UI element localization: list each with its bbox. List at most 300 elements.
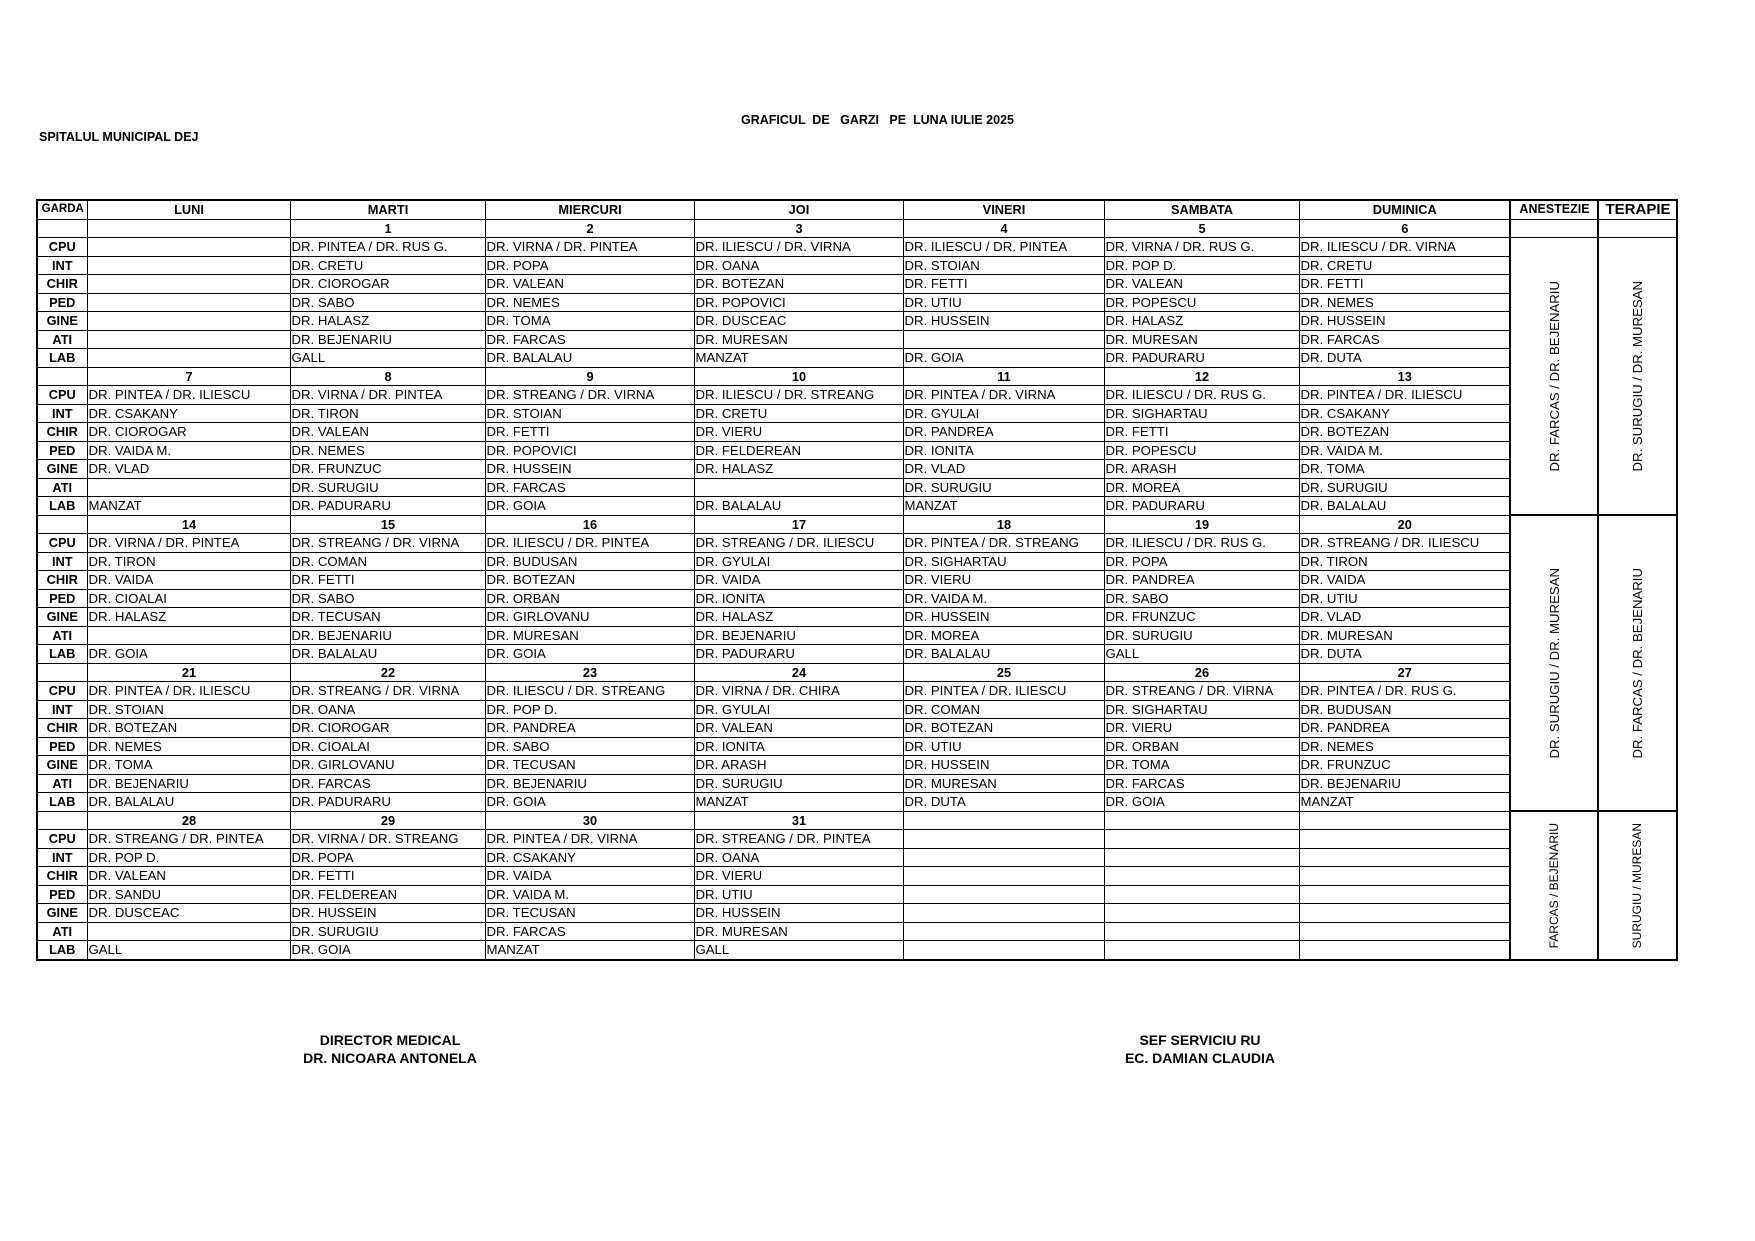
duty-cell: DR. POP D. — [1104, 256, 1299, 275]
duty-cell: DR. CRETU — [694, 404, 903, 423]
duty-cell: DR. GOIA — [485, 645, 694, 664]
duty-cell: DR. PANDREA — [1104, 571, 1299, 590]
duty-cell: DR. STREANG / DR. VIRNA — [290, 534, 485, 553]
duty-cell: MANZAT — [694, 793, 903, 812]
day-number: 20 — [1299, 515, 1510, 534]
duty-cell: DR. PANDREA — [485, 719, 694, 738]
duty-cell — [1104, 941, 1299, 960]
duty-row — [37, 386, 1677, 405]
duty-cell: DR. CSAKANY — [1299, 404, 1510, 423]
terapie-rotation-text: DR. SURUGIU / DR. MURESAN — [1630, 280, 1645, 472]
duty-cell: DR. FETTI — [290, 571, 485, 590]
duty-cell: DR. STREANG / DR. ILIESCU — [1299, 534, 1510, 553]
duty-cell — [903, 830, 1104, 849]
duty-row — [37, 238, 1677, 257]
day-number: 3 — [694, 219, 903, 238]
anestezie-rotation-cell — [1510, 515, 1598, 811]
day-number: 31 — [694, 811, 903, 830]
duty-cell: DR. STREANG / DR. VIRNA — [1104, 682, 1299, 701]
duty-row-label: ATI — [37, 626, 87, 645]
duty-cell: DR. BOTEZAN — [485, 571, 694, 590]
duty-cell: DR. HUSSEIN — [485, 460, 694, 479]
duty-row — [37, 275, 1677, 294]
duty-cell: DR. ILIESCU / DR. RUS G. — [1104, 534, 1299, 553]
duty-row — [37, 497, 1677, 516]
duty-cell — [694, 478, 903, 497]
duty-cell: DR. TIRON — [87, 552, 290, 571]
duty-row — [37, 700, 1677, 719]
sef-name: EC. DAMIAN CLAUDIA — [1124, 1050, 1276, 1066]
day-number: 15 — [290, 515, 485, 534]
duty-cell: DR. GYULAI — [694, 552, 903, 571]
duty-cell: DR. VIRNA / DR. STREANG — [290, 830, 485, 849]
duty-cell: DR. STREANG / DR. ILIESCU — [694, 534, 903, 553]
duty-cell: DR. NEMES — [1299, 293, 1510, 312]
duty-cell: DR. MOREA — [1104, 478, 1299, 497]
duty-cell: DR. PINTEA / DR. ILIESCU — [903, 682, 1104, 701]
duty-cell: DR. UTIU — [1299, 589, 1510, 608]
duty-cell: DR. UTIU — [903, 293, 1104, 312]
duty-cell: DR. OANA — [694, 256, 903, 275]
duty-cell: DR. GOIA — [1104, 793, 1299, 812]
duty-cell: DR. VAIDA — [694, 571, 903, 590]
duty-cell: DR. GYULAI — [694, 700, 903, 719]
duty-row-label: LAB — [37, 941, 87, 960]
duty-cell: DR. CSAKANY — [485, 848, 694, 867]
duty-cell: DR. FETTI — [1299, 275, 1510, 294]
duty-cell — [1104, 867, 1299, 886]
duty-row — [37, 330, 1677, 349]
duty-cell: DR. FETTI — [903, 275, 1104, 294]
duty-cell: DR. VIRNA / DR. PINTEA — [87, 534, 290, 553]
duty-cell: DR. PINTEA / DR. RUS G. — [290, 238, 485, 257]
duty-row-label: CPU — [37, 238, 87, 257]
day-number — [87, 219, 290, 238]
duty-cell — [87, 626, 290, 645]
duty-cell: DR. COMAN — [290, 552, 485, 571]
anestezie-rotation-cell — [1510, 238, 1598, 516]
anestezie-rotation-text: DR. FARCAS / DR. BEJENARIU — [1546, 280, 1562, 472]
duty-row — [37, 608, 1677, 627]
anestezie-rotation-text: FARCAS / BEJENARIU — [1546, 822, 1561, 948]
duty-cell: DR. VAIDA — [1299, 571, 1510, 590]
duty-cell: DR. SABO — [290, 589, 485, 608]
duty-cell: DR. SURUGIU — [903, 478, 1104, 497]
duty-cell: DR. VIERU — [903, 571, 1104, 590]
day-number: 7 — [87, 367, 290, 386]
duty-cell: DR. STREANG / DR. PINTEA — [694, 830, 903, 849]
duty-cell: DR. FRUNZUC — [1299, 756, 1510, 775]
duty-cell: DR. FARCAS — [485, 330, 694, 349]
duty-row-label: GINE — [37, 608, 87, 627]
duty-cell: DR. PADURARU — [694, 645, 903, 664]
duty-cell: DR. MURESAN — [903, 774, 1104, 793]
duty-cell: DR. PADURARU — [1104, 349, 1299, 368]
duty-cell: DR. STREANG / DR. VIRNA — [485, 386, 694, 405]
duty-row-label: CHIR — [37, 719, 87, 738]
duty-cell — [87, 922, 290, 941]
duty-row — [37, 441, 1677, 460]
duty-cell: DR. SURUGIU — [694, 774, 903, 793]
day-number: 22 — [290, 663, 485, 682]
day-number: 5 — [1104, 219, 1299, 238]
duty-row-label: CHIR — [37, 275, 87, 294]
page-title — [0, 113, 1755, 127]
duty-cell: DR. FETTI — [290, 867, 485, 886]
corner-label: GARDA — [37, 200, 87, 219]
duty-cell: DR. VIRNA / DR. PINTEA — [485, 238, 694, 257]
duty-cell: DR. TIRON — [1299, 552, 1510, 571]
duty-row — [37, 589, 1677, 608]
duty-cell: DR. IONITA — [694, 589, 903, 608]
duty-row — [37, 774, 1677, 793]
duty-cell: MANZAT — [485, 941, 694, 960]
header-sambata: SAMBATA — [1104, 200, 1299, 219]
duty-cell: DR. GOIA — [485, 497, 694, 516]
day-number: 19 — [1104, 515, 1299, 534]
duty-cell: DR. VAIDA M. — [1299, 441, 1510, 460]
duty-cell — [87, 275, 290, 294]
duty-row-label: LAB — [37, 645, 87, 664]
duty-cell: DR. HUSSEIN — [903, 312, 1104, 331]
duty-cell — [1299, 830, 1510, 849]
duty-row-label: CPU — [37, 682, 87, 701]
duty-row — [37, 404, 1677, 423]
duty-cell: DR. PADURARU — [290, 497, 485, 516]
duty-cell: DR. BALALAU — [290, 645, 485, 664]
duty-row-label: INT — [37, 552, 87, 571]
duty-cell: DR. HALASZ — [694, 460, 903, 479]
duty-cell: DR. VIRNA / DR. CHIRA — [694, 682, 903, 701]
duty-cell: DR. GOIA — [903, 349, 1104, 368]
day-row-label — [37, 811, 87, 830]
duty-cell — [1299, 941, 1510, 960]
duty-cell: DR. ILIESCU / DR. PINTEA — [903, 238, 1104, 257]
duty-row-label: GINE — [37, 312, 87, 331]
duty-cell: DR. SANDU — [87, 885, 290, 904]
duty-row — [37, 737, 1677, 756]
header-joi: JOI — [694, 200, 903, 219]
duty-cell: DR. OANA — [290, 700, 485, 719]
director-name: DR. NICOARA ANTONELA — [303, 1050, 477, 1066]
terapie-rotation-cell — [1598, 811, 1677, 960]
duty-cell: DR. DUSCEAC — [694, 312, 903, 331]
terapie-rotation-cell — [1598, 238, 1677, 516]
duty-cell: DR. STOIAN — [903, 256, 1104, 275]
duty-cell: DR. POP D. — [485, 700, 694, 719]
duty-cell: DR. MURESAN — [485, 626, 694, 645]
duty-cell: DR. MURESAN — [1299, 626, 1510, 645]
duty-row-label: GINE — [37, 904, 87, 923]
duty-cell: DR. VIERU — [694, 423, 903, 442]
duty-cell: DR. HALASZ — [694, 608, 903, 627]
duty-cell: DR. TOMA — [87, 756, 290, 775]
duty-cell: DR. HUSSEIN — [290, 904, 485, 923]
duty-cell: DR. POP D. — [87, 848, 290, 867]
schedule-table — [36, 199, 1678, 961]
duty-cell: DR. NEMES — [87, 737, 290, 756]
duty-cell: DR. DUTA — [903, 793, 1104, 812]
duty-row-label: LAB — [37, 793, 87, 812]
day-number: 18 — [903, 515, 1104, 534]
duty-cell: MANZAT — [694, 349, 903, 368]
duty-row-label: ATI — [37, 478, 87, 497]
duty-cell: DR. BALALAU — [903, 645, 1104, 664]
page-title-text: GRAFICUL DE GARZI PE LUNA IULIE 2025 — [741, 113, 1014, 127]
day-number — [903, 811, 1104, 830]
duty-cell: DR. BEJENARIU — [485, 774, 694, 793]
duty-cell: DR. SIGHARTAU — [903, 552, 1104, 571]
duty-cell: DR. BOTEZAN — [87, 719, 290, 738]
duty-row-label: GINE — [37, 460, 87, 479]
duty-cell: DR. GYULAI — [903, 404, 1104, 423]
duty-cell: DR. PANDREA — [1299, 719, 1510, 738]
duty-cell: DR. MURESAN — [694, 330, 903, 349]
duty-cell: DR. HUSSEIN — [694, 904, 903, 923]
day-number: 12 — [1104, 367, 1299, 386]
duty-cell — [1104, 904, 1299, 923]
header-miercuri: MIERCURI — [485, 200, 694, 219]
duty-row — [37, 571, 1677, 590]
duty-cell: DR. UTIU — [903, 737, 1104, 756]
header-luni: LUNI — [87, 200, 290, 219]
duty-row — [37, 645, 1677, 664]
day-number: 26 — [1104, 663, 1299, 682]
duty-cell: DR. DUTA — [1299, 349, 1510, 368]
duty-cell — [1299, 867, 1510, 886]
duty-cell: DR. COMAN — [903, 700, 1104, 719]
duty-cell: DR. MOREA — [903, 626, 1104, 645]
duty-cell: GALL — [87, 941, 290, 960]
duty-cell: DR. ILIESCU / DR. RUS G. — [1104, 386, 1299, 405]
director-role: DIRECTOR MEDICAL — [319, 1032, 461, 1048]
duty-row-label: LAB — [37, 497, 87, 516]
duty-cell: DR. VLAD — [87, 460, 290, 479]
duty-cell: DR. FRUNZUC — [290, 460, 485, 479]
day-row-label — [37, 663, 87, 682]
duty-cell: DR. BOTEZAN — [694, 275, 903, 294]
duty-cell: DR. TECUSAN — [485, 904, 694, 923]
duty-cell — [87, 238, 290, 257]
duty-cell: DR. FARCAS — [1104, 774, 1299, 793]
duty-cell: DR. FARCAS — [290, 774, 485, 793]
day-number: 9 — [485, 367, 694, 386]
duty-row — [37, 848, 1677, 867]
duty-cell — [1104, 922, 1299, 941]
day-row-label — [37, 367, 87, 386]
duty-cell: DR. VLAD — [1299, 608, 1510, 627]
duty-row-label: CPU — [37, 386, 87, 405]
duty-cell: DR. BEJENARIU — [290, 626, 485, 645]
duty-cell — [903, 330, 1104, 349]
duty-row — [37, 756, 1677, 775]
duty-cell: DR. FELDEREAN — [290, 885, 485, 904]
duty-cell — [87, 478, 290, 497]
duty-cell: DR. POPA — [290, 848, 485, 867]
terapie-rotation-cell — [1598, 515, 1677, 811]
duty-cell: DR. STOIAN — [87, 700, 290, 719]
duty-cell: DR. TIRON — [290, 404, 485, 423]
duty-cell — [1104, 848, 1299, 867]
duty-cell — [1299, 848, 1510, 867]
duty-cell: DR. PINTEA / DR. STREANG — [903, 534, 1104, 553]
duty-cell: DR. BEJENARIU — [1299, 774, 1510, 793]
duty-row-label: GINE — [37, 756, 87, 775]
duty-cell: DR. NEMES — [485, 293, 694, 312]
duty-cell: DR. ORBAN — [485, 589, 694, 608]
day-number-row — [37, 367, 1677, 386]
duty-cell: DR. POPOVICI — [485, 441, 694, 460]
duty-cell — [1104, 885, 1299, 904]
duty-cell: DR. MURESAN — [1104, 330, 1299, 349]
duty-row-label: ATI — [37, 330, 87, 349]
duty-cell: GALL — [1104, 645, 1299, 664]
day-number: 27 — [1299, 663, 1510, 682]
duty-cell: DR. CSAKANY — [87, 404, 290, 423]
duty-row-label: ATI — [37, 774, 87, 793]
duty-cell: DR. NEMES — [1299, 737, 1510, 756]
duty-cell — [1299, 885, 1510, 904]
header-row — [37, 200, 1677, 219]
duty-cell: DR. VIERU — [694, 867, 903, 886]
day-number: 23 — [485, 663, 694, 682]
duty-cell: DR. BUDUSAN — [485, 552, 694, 571]
duty-row-label: CHIR — [37, 423, 87, 442]
day-number: 30 — [485, 811, 694, 830]
terapie-rotation-text: SURUGIU / MURESAN — [1630, 822, 1644, 948]
day-number: 24 — [694, 663, 903, 682]
anestezie-blank-cell — [1510, 219, 1598, 238]
duty-cell: DR. SABO — [485, 737, 694, 756]
duty-cell: DR. TECUSAN — [290, 608, 485, 627]
day-number — [1104, 811, 1299, 830]
duty-cell: DR. DUTA — [1299, 645, 1510, 664]
day-row-label — [37, 515, 87, 534]
duty-cell: DR. BOTEZAN — [903, 719, 1104, 738]
terapie-rotation-text: DR. FARCAS / DR. BEJENARIU — [1630, 567, 1645, 759]
duty-cell: DR. STOIAN — [485, 404, 694, 423]
duty-row — [37, 922, 1677, 941]
duty-cell: DR. FARCAS — [485, 922, 694, 941]
day-number-row — [37, 811, 1677, 830]
duty-cell: DR. ILIESCU / DR. STREANG — [694, 386, 903, 405]
duty-cell: DR. GOIA — [485, 793, 694, 812]
duty-cell — [903, 867, 1104, 886]
duty-cell — [87, 330, 290, 349]
duty-cell: DR. FARCAS — [485, 478, 694, 497]
duty-cell: DR. CRETU — [290, 256, 485, 275]
duty-cell: DR. CRETU — [1299, 256, 1510, 275]
duty-row — [37, 312, 1677, 331]
duty-cell: DR. VIRNA / DR. PINTEA — [290, 386, 485, 405]
duty-cell: DR. BEJENARIU — [694, 626, 903, 645]
duty-cell — [87, 256, 290, 275]
day-number: 16 — [485, 515, 694, 534]
duty-row — [37, 293, 1677, 312]
day-number: 13 — [1299, 367, 1510, 386]
duty-cell: DR. POPA — [1104, 552, 1299, 571]
duty-cell: DR. GOIA — [87, 645, 290, 664]
day-number — [1299, 811, 1510, 830]
duty-row-label: PED — [37, 441, 87, 460]
hospital-name: SPITALUL MUNICIPAL DEJ — [39, 130, 199, 144]
duty-cell — [903, 848, 1104, 867]
duty-cell: DR. ILIESCU / DR. VIRNA — [694, 238, 903, 257]
duty-cell: DR. BEJENARIU — [87, 774, 290, 793]
duty-cell: DR. VIRNA / DR. RUS G. — [1104, 238, 1299, 257]
duty-cell: DR. CIOROGAR — [87, 423, 290, 442]
duty-cell: DR. CIOALAI — [290, 737, 485, 756]
duty-cell: DR. VAIDA M. — [903, 589, 1104, 608]
duty-cell: DR. UTIU — [694, 885, 903, 904]
duty-row-label: LAB — [37, 349, 87, 368]
duty-cell: DR. SIGHARTAU — [1104, 404, 1299, 423]
duty-cell — [1299, 922, 1510, 941]
header-duminica: DUMINICA — [1299, 200, 1510, 219]
duty-cell: DR. BUDUSAN — [1299, 700, 1510, 719]
duty-row-label: INT — [37, 256, 87, 275]
duty-cell: DR. TECUSAN — [485, 756, 694, 775]
duty-cell: DR. TOMA — [1104, 756, 1299, 775]
duty-row — [37, 793, 1677, 812]
duty-cell: MANZAT — [1299, 793, 1510, 812]
duty-row-label: CHIR — [37, 571, 87, 590]
duty-cell: DR. PINTEA / DR. ILIESCU — [1299, 386, 1510, 405]
duty-cell: DR. VAIDA — [485, 867, 694, 886]
duty-cell: DR. PINTEA / DR. ILIESCU — [87, 386, 290, 405]
duty-cell: DR. HALASZ — [87, 608, 290, 627]
day-number: 29 — [290, 811, 485, 830]
duty-cell: DR. VAIDA M. — [485, 885, 694, 904]
day-number-row — [37, 663, 1677, 682]
duty-cell: DR. ILIESCU / DR. PINTEA — [485, 534, 694, 553]
day-number: 2 — [485, 219, 694, 238]
duty-cell: DR. HUSSEIN — [1299, 312, 1510, 331]
duty-row — [37, 349, 1677, 368]
duty-cell: DR. TOMA — [1299, 460, 1510, 479]
duty-cell: DR. TOMA — [485, 312, 694, 331]
duty-cell: DR. HUSSEIN — [903, 756, 1104, 775]
duty-cell: DR. DUSCEAC — [87, 904, 290, 923]
duty-cell: MANZAT — [87, 497, 290, 516]
duty-cell: DR. STREANG / DR. VIRNA — [290, 682, 485, 701]
duty-cell: DR. BALALAU — [485, 349, 694, 368]
duty-cell: DR. SABO — [1104, 589, 1299, 608]
duty-cell: DR. CIOROGAR — [290, 719, 485, 738]
duty-cell: DR. OANA — [694, 848, 903, 867]
duty-row-label: INT — [37, 700, 87, 719]
duty-cell: DR. PANDREA — [903, 423, 1104, 442]
duty-cell: DR. STREANG / DR. PINTEA — [87, 830, 290, 849]
duty-cell: DR. IONITA — [694, 737, 903, 756]
duty-cell: DR. BEJENARIU — [290, 330, 485, 349]
duty-cell: DR. ARASH — [694, 756, 903, 775]
duty-cell: DR. PADURARU — [1104, 497, 1299, 516]
duty-cell: DR. ARASH — [1104, 460, 1299, 479]
duty-cell: DR. POPESCU — [1104, 441, 1299, 460]
duty-row — [37, 904, 1677, 923]
duty-row-label: CPU — [37, 830, 87, 849]
day-number-row — [37, 219, 1677, 238]
duty-row — [37, 423, 1677, 442]
duty-cell: DR. ILIESCU / DR. STREANG — [485, 682, 694, 701]
duty-row — [37, 885, 1677, 904]
duty-cell: DR. VALEAN — [290, 423, 485, 442]
duty-cell: DR. PINTEA / DR. VIRNA — [485, 830, 694, 849]
day-number: 8 — [290, 367, 485, 386]
day-number: 6 — [1299, 219, 1510, 238]
duty-cell: DR. PADURARU — [290, 793, 485, 812]
